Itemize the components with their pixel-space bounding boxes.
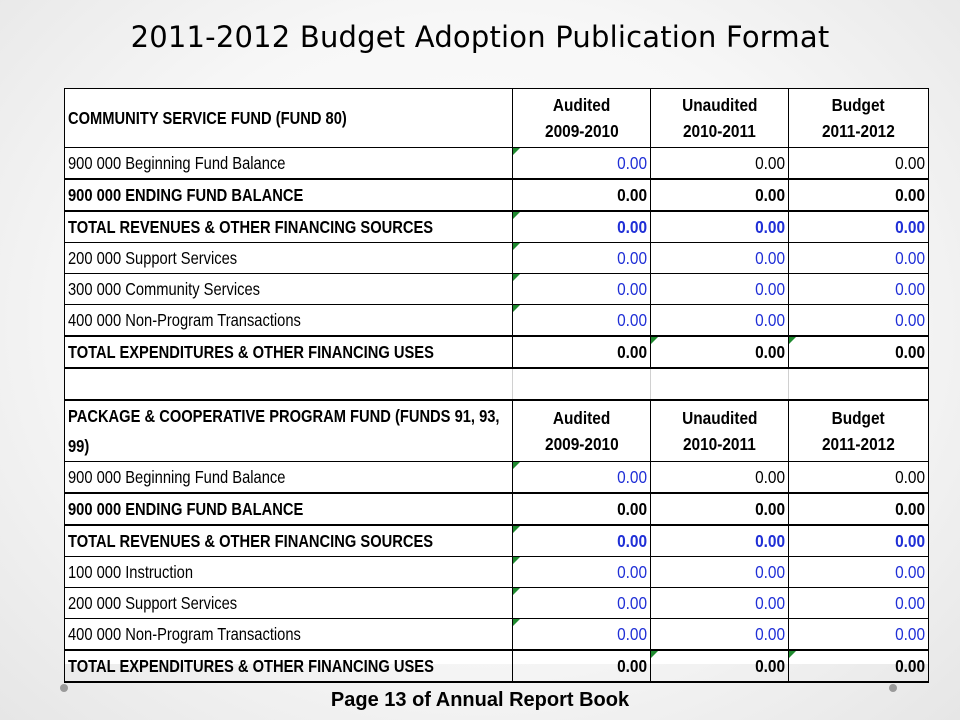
- cell-audited: 0.00: [513, 336, 651, 368]
- spreadsheet-image: [64, 88, 928, 676]
- table-row: [65, 148, 929, 180]
- spacer-row: [65, 368, 929, 400]
- cell-audited: 0.00: [513, 274, 651, 305]
- page-footer: Page 13 of Annual Report Book: [330, 689, 630, 711]
- cell-audited: 0.00: [513, 148, 651, 180]
- marker-icon: [513, 274, 520, 281]
- row-label: 200 000 Support Services: [65, 243, 513, 274]
- cell-budget: 0.00: [789, 619, 929, 651]
- cell-unaudited: 0.00: [651, 493, 789, 525]
- row-label: 100 000 Instruction: [65, 557, 513, 588]
- table-row: [65, 493, 929, 525]
- table-row: [65, 525, 929, 557]
- section-header-row: [65, 89, 929, 148]
- column-header-audited: Audited 2009-2010: [513, 89, 651, 148]
- marker-icon: [513, 462, 520, 469]
- table-row: [65, 650, 929, 682]
- marker-icon: [513, 305, 520, 312]
- cell-audited: 0.00: [513, 179, 651, 211]
- table-row: [65, 179, 929, 211]
- marker-icon: [513, 148, 520, 155]
- row-label: TOTAL REVENUES & OTHER FINANCING SOURCES: [65, 211, 513, 243]
- cell-budget: 0.00: [789, 650, 929, 682]
- row-label: 900 000 ENDING FUND BALANCE: [65, 179, 513, 211]
- column-header-budget: Budget 2011-2012: [789, 89, 929, 148]
- cell-audited: 0.00: [513, 305, 651, 337]
- section-title: PACKAGE & COOPERATIVE PROGRAM FUND (FUNDS 91, 93, 99): [65, 400, 513, 462]
- marker-icon: [513, 212, 520, 219]
- column-header-unaudited: Unaudited 2010-2011: [651, 400, 789, 462]
- cell-budget: 0.00: [789, 148, 929, 180]
- column-header-unaudited: Unaudited 2010-2011: [651, 89, 789, 148]
- budget-table: [64, 88, 929, 683]
- marker-icon: [513, 243, 520, 250]
- table-row: [65, 588, 929, 619]
- cell-unaudited: 0.00: [651, 211, 789, 243]
- section-header-row: [65, 400, 929, 462]
- cell-unaudited: 0.00: [651, 557, 789, 588]
- section-title: COMMUNITY SERVICE FUND (FUND 80): [65, 89, 513, 148]
- table-row: [65, 305, 929, 337]
- cell-budget: 0.00: [789, 179, 929, 211]
- cell-unaudited: 0.00: [651, 525, 789, 557]
- row-label: 900 000 Beginning Fund Balance: [65, 462, 513, 494]
- row-label: 400 000 Non-Program Transactions: [65, 305, 513, 337]
- cell-unaudited: 0.00: [651, 148, 789, 180]
- row-label: 400 000 Non-Program Transactions: [65, 619, 513, 651]
- cell-budget: 0.00: [789, 243, 929, 274]
- cell-audited: 0.00: [513, 588, 651, 619]
- cell-unaudited: 0.00: [651, 336, 789, 368]
- row-label: TOTAL EXPENDITURES & OTHER FINANCING USES: [65, 336, 513, 368]
- cell-unaudited: 0.00: [651, 274, 789, 305]
- cell-budget: 0.00: [789, 525, 929, 557]
- cell-audited: 0.00: [513, 243, 651, 274]
- cell-unaudited: 0.00: [651, 650, 789, 682]
- row-label: 200 000 Support Services: [65, 588, 513, 619]
- table-row: [65, 336, 929, 368]
- table-row: [65, 462, 929, 494]
- table-row: [65, 211, 929, 243]
- cell-audited: 0.00: [513, 462, 651, 494]
- cell-budget: 0.00: [789, 462, 929, 494]
- row-label: 900 000 Beginning Fund Balance: [65, 148, 513, 180]
- cell-budget: 0.00: [789, 305, 929, 337]
- cell-unaudited: 0.00: [651, 588, 789, 619]
- marker-icon: [513, 526, 520, 533]
- cell-unaudited: 0.00: [651, 619, 789, 651]
- cell-budget: 0.00: [789, 557, 929, 588]
- cell-audited: 0.00: [513, 211, 651, 243]
- marker-icon: [513, 588, 520, 595]
- table-row: [65, 557, 929, 588]
- cell-audited: 0.00: [513, 619, 651, 651]
- cell-audited: 0.00: [513, 650, 651, 682]
- marker-icon: [651, 337, 658, 344]
- column-header-budget: Budget 2011-2012: [789, 400, 929, 462]
- table-row: [65, 274, 929, 305]
- marker-icon: [513, 557, 520, 564]
- row-label: 300 000 Community Services: [65, 274, 513, 305]
- cell-budget: 0.00: [789, 274, 929, 305]
- cell-unaudited: 0.00: [651, 179, 789, 211]
- cell-budget: 0.00: [789, 588, 929, 619]
- marker-icon: [651, 651, 658, 658]
- row-label: TOTAL REVENUES & OTHER FINANCING SOURCES: [65, 525, 513, 557]
- cell-budget: 0.00: [789, 493, 929, 525]
- cell-audited: 0.00: [513, 525, 651, 557]
- cell-budget: 0.00: [789, 211, 929, 243]
- slide-title: 2011-2012 Budget Adoption Publication Format: [130, 20, 830, 54]
- column-header-audited: Audited 2009-2010: [513, 400, 651, 462]
- cell-audited: 0.00: [513, 557, 651, 588]
- cell-unaudited: 0.00: [651, 305, 789, 337]
- cell-unaudited: 0.00: [651, 462, 789, 494]
- table-row: [65, 243, 929, 274]
- cell-unaudited: 0.00: [651, 243, 789, 274]
- cell-budget: 0.00: [789, 336, 929, 368]
- marker-icon: [789, 651, 796, 658]
- marker-icon: [513, 619, 520, 626]
- row-label: TOTAL EXPENDITURES & OTHER FINANCING USES: [65, 650, 513, 682]
- row-label: 900 000 ENDING FUND BALANCE: [65, 493, 513, 525]
- marker-icon: [789, 337, 796, 344]
- cell-audited: 0.00: [513, 493, 651, 525]
- table-row: [65, 619, 929, 651]
